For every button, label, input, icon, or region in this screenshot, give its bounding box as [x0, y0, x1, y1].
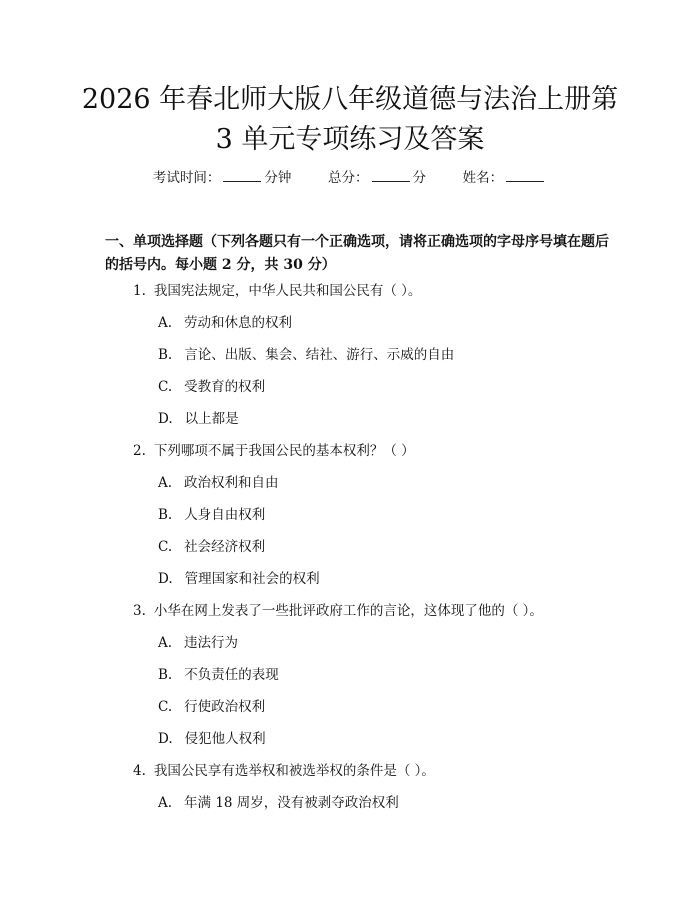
time-label: 考试时间： [152, 170, 221, 186]
score-blank [372, 169, 410, 182]
document-title-line-2: 3 单元专项练习及答案 [215, 124, 485, 155]
question-3-option-d [158, 729, 266, 749]
question-number: 1. [133, 283, 146, 299]
name-label: 姓名： [462, 170, 504, 186]
option-letter: B. [158, 507, 173, 523]
option-letter: B. [158, 667, 173, 683]
question-2-option-d [158, 569, 320, 589]
option-text: 不负责任的表现 [184, 667, 279, 683]
question-2 [133, 441, 415, 461]
question-text: 我国公民享有选举权和被选举权的条件是（ ）。 [153, 763, 435, 779]
option-letter: C. [158, 539, 173, 555]
question-3-option-b [158, 665, 279, 685]
option-letter: D. [158, 411, 173, 427]
question-text: 我国宪法规定，中华人民共和国公民有（ ）。 [153, 283, 422, 299]
option-text: 受教育的权利 [184, 379, 266, 395]
option-letter: D. [158, 731, 173, 747]
question-2-option-b [158, 505, 265, 525]
question-4 [133, 761, 435, 781]
exam-meta-line [0, 168, 700, 188]
document-title-line-1: 2026 年春北师大版八年级道德与法治上册第 [81, 84, 619, 115]
question-3 [133, 601, 543, 621]
question-3-option-c [158, 697, 265, 717]
option-text: 言论、出版、集会、结社、游行、示威的自由 [184, 347, 455, 363]
option-letter: B. [158, 347, 173, 363]
question-3-option-a [158, 633, 238, 653]
question-number: 2. [133, 443, 146, 459]
option-text: 侵犯他人权利 [184, 731, 266, 747]
question-4-option-a [158, 793, 399, 813]
option-text: 行使政治权利 [184, 699, 266, 715]
option-letter: A. [158, 315, 173, 331]
option-text: 社会经济权利 [184, 539, 266, 555]
option-letter: C. [158, 379, 173, 395]
question-1-option-d [158, 409, 239, 429]
question-number: 4. [133, 763, 146, 779]
time-unit: 分钟 [264, 170, 292, 186]
name-blank [506, 169, 544, 182]
section-heading: 一、单项选择题（下列各题只有一个正确选项，请将正确选项的字母序号填在题后的括号内。每小题 2 分，共 30 分） [105, 234, 609, 273]
time-blank [223, 169, 261, 182]
score-unit: 分 [412, 170, 426, 186]
option-letter: D. [158, 571, 173, 587]
option-letter: C. [158, 699, 173, 715]
question-1-option-a [158, 313, 292, 333]
score-label: 总分： [328, 170, 369, 186]
option-text: 管理国家和社会的权利 [184, 571, 320, 587]
question-1-option-b [158, 345, 454, 365]
option-letter: A. [158, 475, 173, 491]
option-text: 违法行为 [184, 635, 239, 651]
question-number: 3. [133, 603, 146, 619]
option-text: 以上都是 [184, 411, 239, 427]
question-1-option-c [158, 377, 265, 397]
option-text: 人身自由权利 [184, 507, 266, 523]
question-text: 下列哪项不属于我国公民的基本权利？（ ） [153, 443, 415, 459]
question-2-option-a [158, 473, 279, 493]
option-text: 劳动和休息的权利 [184, 315, 293, 331]
question-2-option-c [158, 537, 265, 557]
option-text: 政治权利和自由 [184, 475, 279, 491]
question-text: 小华在网上发表了一些批评政府工作的言论，这体现了他的（ ）。 [153, 603, 543, 619]
option-letter: A. [158, 795, 173, 811]
option-text: 年满 18 周岁，没有被剥夺政治权利 [184, 795, 399, 811]
option-letter: A. [158, 635, 173, 651]
question-1 [133, 281, 421, 301]
